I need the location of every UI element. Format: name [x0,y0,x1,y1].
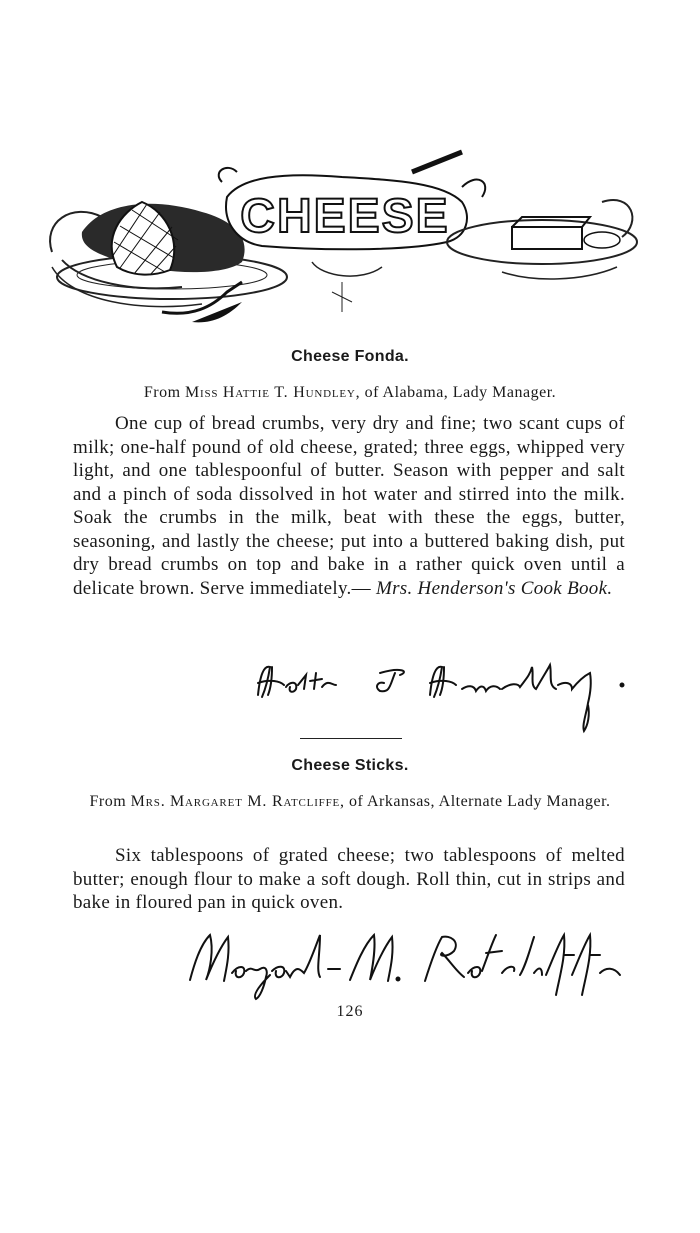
signature-hattie-hundley [250,655,640,735]
recipe-title: Cheese Sticks. [291,757,409,774]
source-prefix: From [89,793,127,810]
source-suffix: , of Alabama, Lady Manager. [355,384,557,401]
source-suffix: , of Arkansas, Alternate Lady Manager. [340,793,611,810]
recipe-citation: Mrs. Henderson's Cook Book. [375,577,613,599]
signature-margaret-ratcliffe [180,925,630,1005]
recipe-instructions: One cup of bread crumbs, very dry and fine; two scant cups of milk; one-half pound of old cheese, grated; three eggs, whipped very light, and one tablespoonful of butter. Season with pepper and salt and a pinch of soda dissolved in hot water and stirred into the milk. Soak the crumbs in the milk, beat with these the eggs, butter, seasoning, and lastly the cheese; put into a buttered baking dish, put dry bread crumbs on top and bake in a rather quick oven until a delicate brown. Serve immediately.— [73,413,625,599]
source-title: Mrs. [130,793,166,810]
recipe-source [80,383,620,403]
page-number: 126 [336,1003,364,1020]
recipe-body [73,844,625,915]
banner-heading: CHEESE [240,190,450,243]
recipe-source [80,792,620,812]
source-title: Miss [185,384,219,401]
source-prefix: From [143,384,181,401]
section-divider [300,738,402,739]
recipe-body [73,412,625,600]
recipe-title: Cheese Fonda. [291,348,409,365]
source-name: Margaret M. Ratcliffe [170,793,341,810]
recipe-instructions: Six tablespoons of grated cheese; two tablespoons of melted butter; enough flour to make a soft dough. Roll thin, cut in strips and bake in floured pan in quick oven. [73,845,625,913]
cheese-banner-illustration [42,142,646,332]
source-name: Hattie T. Hundley [222,384,356,401]
